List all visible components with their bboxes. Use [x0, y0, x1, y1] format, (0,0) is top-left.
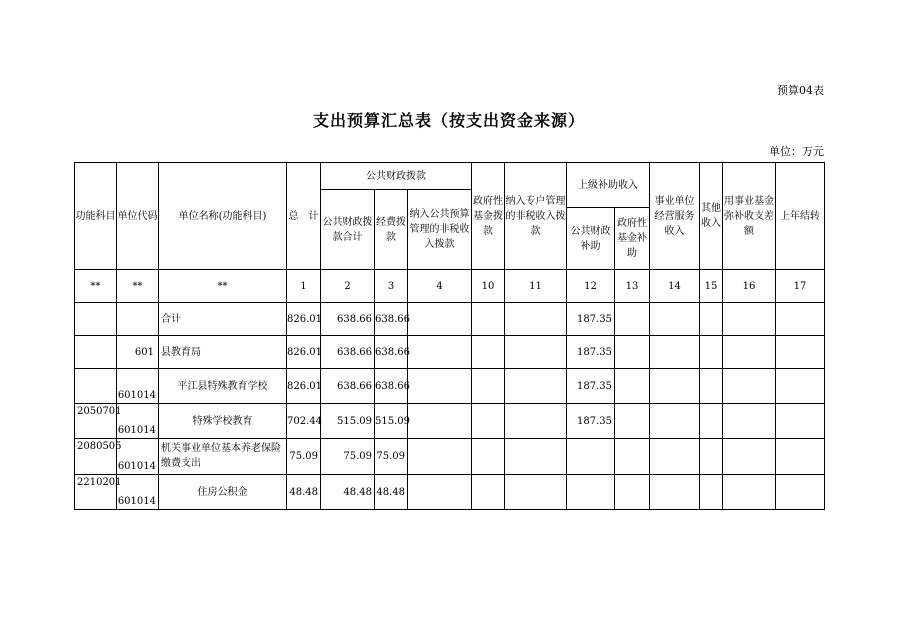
- total-cell: 826.01: [287, 369, 321, 404]
- unit-label: 单位：万元: [769, 145, 824, 158]
- header-sup-public: 公共财政补助: [567, 208, 615, 270]
- index-cell: 13: [615, 270, 650, 303]
- unit-code-cell: 601014: [117, 475, 159, 510]
- empty-cell: [615, 369, 650, 404]
- empty-cell: [505, 439, 567, 475]
- header-total: 总 计: [287, 163, 321, 270]
- empty-cell: [650, 404, 700, 439]
- empty-cell: [408, 303, 472, 336]
- unit-name-cell: 平江县特殊教育学校: [159, 369, 287, 404]
- func-code-cell: [75, 303, 117, 336]
- pf-subtotal-cell: 638.66: [321, 303, 375, 336]
- empty-cell: [723, 369, 776, 404]
- sup-public-cell: 187.35: [567, 369, 615, 404]
- index-cell: **: [159, 270, 287, 303]
- empty-cell: [723, 439, 776, 475]
- empty-cell: [776, 439, 825, 475]
- pf-subtotal-cell: 638.66: [321, 369, 375, 404]
- empty-cell: [700, 303, 723, 336]
- header-unit-code: 单位代码: [117, 163, 159, 270]
- pf-subtotal-cell: 48.48: [321, 475, 375, 510]
- empty-cell: [505, 336, 567, 369]
- header-pf-nontax: 纳入公共预算管理的非税收入拨款: [408, 190, 472, 270]
- table-row: [75, 404, 825, 439]
- header-gov-fund: 政府性基金拨款: [472, 163, 505, 270]
- empty-cell: [408, 439, 472, 475]
- header-other-income: 其他收入: [700, 163, 723, 270]
- pf-expense-cell: 75.09: [375, 439, 408, 475]
- header-special-nontax: 纳入专户管理的非税收入拨款: [505, 163, 567, 270]
- empty-cell: [700, 439, 723, 475]
- total-cell: 826.01: [287, 336, 321, 369]
- header-func-code: 功能科目: [75, 163, 117, 270]
- empty-cell: [776, 303, 825, 336]
- empty-cell: [723, 336, 776, 369]
- page-title: 支出预算汇总表（按支出资金来源）: [312, 111, 585, 130]
- empty-cell: [723, 303, 776, 336]
- header-unit-name: 单位名称(功能科目): [159, 163, 287, 270]
- empty-cell: [472, 475, 505, 510]
- unit-code-cell: 601: [117, 336, 159, 369]
- header-superior-subsidy: 上级补助收入: [567, 163, 650, 208]
- func-code-cell: [75, 336, 117, 369]
- unit-name-cell: 县教育局: [159, 336, 287, 369]
- empty-cell: [615, 303, 650, 336]
- empty-cell: [723, 404, 776, 439]
- sup-public-cell: [567, 475, 615, 510]
- sup-public-cell: 187.35: [567, 404, 615, 439]
- empty-cell: [776, 336, 825, 369]
- empty-cell: [650, 336, 700, 369]
- index-cell: 16: [723, 270, 776, 303]
- header-pf-subtotal: 公共财政拨款合计: [321, 190, 375, 270]
- unit-name-cell: 合计: [159, 303, 287, 336]
- index-cell: 17: [776, 270, 825, 303]
- index-cell: 4: [408, 270, 472, 303]
- func-code-cell: 2210201: [75, 475, 117, 510]
- empty-cell: [472, 404, 505, 439]
- total-cell: 702.44: [287, 404, 321, 439]
- header-biz-income: 事业单位经营服务收入: [650, 163, 700, 270]
- func-code-cell: 2080505: [75, 439, 117, 475]
- index-cell: 15: [700, 270, 723, 303]
- empty-cell: [472, 439, 505, 475]
- empty-cell: [723, 475, 776, 510]
- empty-cell: [615, 336, 650, 369]
- sup-public-cell: 187.35: [567, 336, 615, 369]
- total-cell: 75.09: [287, 439, 321, 475]
- sup-public-cell: [567, 439, 615, 475]
- empty-cell: [408, 369, 472, 404]
- func-code-cell: 2050701: [75, 404, 117, 439]
- unit-name-cell: 住房公积金: [159, 475, 287, 510]
- table-row: [75, 336, 825, 369]
- header-sup-gov-fund: 政府性基金补助: [615, 208, 650, 270]
- pf-subtotal-cell: 515.09: [321, 404, 375, 439]
- sup-public-cell: 187.35: [567, 303, 615, 336]
- table-row: [75, 303, 825, 336]
- empty-cell: [650, 475, 700, 510]
- empty-cell: [472, 336, 505, 369]
- header-public-finance: 公共财政拨款: [321, 163, 472, 190]
- header-carryover: 上年结转: [776, 163, 825, 270]
- pf-expense-cell: 48.48: [375, 475, 408, 510]
- unit-code-cell: 601014: [117, 369, 159, 404]
- empty-cell: [615, 439, 650, 475]
- index-cell: 1: [287, 270, 321, 303]
- empty-cell: [776, 404, 825, 439]
- empty-cell: [472, 303, 505, 336]
- empty-cell: [615, 475, 650, 510]
- empty-cell: [650, 439, 700, 475]
- budget-table: [74, 162, 825, 510]
- empty-cell: [505, 369, 567, 404]
- index-cell: 12: [567, 270, 615, 303]
- unit-name-cell: 特殊学校教育: [159, 404, 287, 439]
- table-row: [75, 475, 825, 510]
- pf-subtotal-cell: 75.09: [321, 439, 375, 475]
- index-cell: 10: [472, 270, 505, 303]
- pf-expense-cell: 638.66: [375, 369, 408, 404]
- index-cell: 2: [321, 270, 375, 303]
- unit-code-cell: [117, 303, 159, 336]
- unit-code-cell: 601014: [117, 404, 159, 439]
- pf-expense-cell: 638.66: [375, 336, 408, 369]
- empty-cell: [650, 369, 700, 404]
- empty-cell: [505, 404, 567, 439]
- index-cell: **: [75, 270, 117, 303]
- total-cell: 826.01: [287, 303, 321, 336]
- empty-cell: [408, 404, 472, 439]
- header-pf-expense: 经费拨款: [375, 190, 408, 270]
- empty-cell: [700, 336, 723, 369]
- empty-cell: [505, 475, 567, 510]
- empty-cell: [776, 369, 825, 404]
- empty-cell: [700, 369, 723, 404]
- unit-name-cell: 机关事业单位基本养老保险缴费支出: [159, 439, 287, 475]
- func-code-cell: [75, 369, 117, 404]
- empty-cell: [615, 404, 650, 439]
- unit-code-cell: 601014: [117, 439, 159, 475]
- empty-cell: [700, 404, 723, 439]
- header-reserve: 用事业基金弥补收支差额: [723, 163, 776, 270]
- index-cell: 3: [375, 270, 408, 303]
- empty-cell: [776, 475, 825, 510]
- empty-cell: [408, 336, 472, 369]
- index-row: [75, 270, 825, 303]
- empty-cell: [408, 475, 472, 510]
- table-row: [75, 439, 825, 475]
- table-row: [75, 369, 825, 404]
- pf-expense-cell: 638.66: [375, 303, 408, 336]
- empty-cell: [505, 303, 567, 336]
- pf-subtotal-cell: 638.66: [321, 336, 375, 369]
- empty-cell: [472, 369, 505, 404]
- index-cell: **: [117, 270, 159, 303]
- total-cell: 48.48: [287, 475, 321, 510]
- pf-expense-cell: 515.09: [375, 404, 408, 439]
- form-number: 预算04表: [777, 84, 824, 97]
- empty-cell: [650, 303, 700, 336]
- index-cell: 11: [505, 270, 567, 303]
- empty-cell: [700, 475, 723, 510]
- index-cell: 14: [650, 270, 700, 303]
